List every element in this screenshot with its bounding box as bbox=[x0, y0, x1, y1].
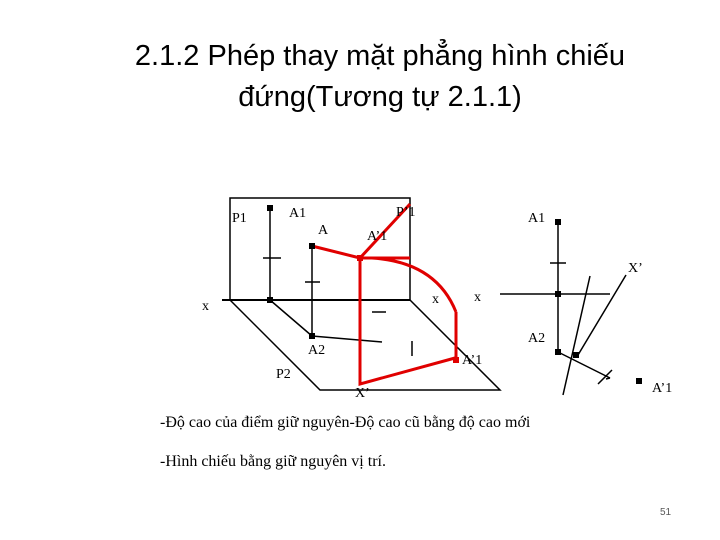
note-line-2: -Hình chiếu bằng giữ nguyên vị trí. bbox=[160, 453, 386, 470]
label-x-left: x bbox=[202, 299, 209, 314]
label-x-prime-upper: X’ bbox=[628, 261, 643, 276]
page-number: 51 bbox=[660, 507, 672, 518]
label-a2-left: A2 bbox=[308, 343, 326, 358]
label-a-prime1: A’1 bbox=[367, 229, 388, 244]
point-x-right bbox=[555, 291, 561, 297]
proj-line-a2 bbox=[312, 336, 382, 342]
left-figure-projections bbox=[263, 208, 412, 356]
point-a-prime1 bbox=[357, 255, 363, 261]
label-a1-right: A1 bbox=[528, 211, 546, 226]
label-x-prime-bottom: X’ bbox=[355, 386, 370, 401]
label-p2: P2 bbox=[276, 367, 291, 382]
note-line-1: -Độ cao của điểm giữ nguyên-Độ cao cũ bằng độ cao mới bbox=[160, 414, 531, 431]
point-a1-left bbox=[267, 205, 273, 211]
label-p-prime1: P’1 bbox=[396, 205, 416, 220]
new-axis-line bbox=[578, 275, 626, 355]
proj-line-a2-to-a-prime1 bbox=[558, 352, 610, 378]
label-a: A bbox=[318, 223, 329, 238]
point-x-left bbox=[267, 297, 273, 303]
tick-right-3 bbox=[606, 378, 610, 379]
title-line-2: đứng(Tương tự 2.1.1) bbox=[238, 81, 522, 113]
label-a2-right: A2 bbox=[528, 331, 546, 346]
right-epure-points bbox=[555, 219, 642, 384]
left-figure-points bbox=[267, 205, 459, 363]
point-a-prime1-right bbox=[636, 378, 642, 384]
red-line-a-to-a-prime bbox=[312, 246, 360, 258]
right-epure-lines bbox=[500, 222, 626, 395]
label-p1: P1 bbox=[232, 211, 247, 226]
proj-line-x-to-a2 bbox=[270, 300, 312, 336]
label-a1-left: A1 bbox=[289, 206, 307, 221]
title-line-1: 2.1.2 Phép thay mặt phẳng hình chiếu bbox=[134, 40, 626, 72]
point-a1-right bbox=[555, 219, 561, 225]
label-a-prime1-lower: A’1 bbox=[462, 353, 483, 368]
new-plane-p-prime1 bbox=[360, 258, 455, 384]
label-x-right: x bbox=[474, 290, 481, 305]
point-a bbox=[309, 243, 315, 249]
point-a-prime1-lower bbox=[453, 357, 459, 363]
plane-p2-outline bbox=[230, 300, 500, 390]
label-a-prime1-right: A’1 bbox=[652, 381, 673, 396]
point-x-prime-right bbox=[573, 352, 579, 358]
tick-right-2 bbox=[598, 370, 612, 384]
point-a2-right bbox=[555, 349, 561, 355]
label-x-middle: x bbox=[432, 292, 439, 307]
point-a2-left bbox=[309, 333, 315, 339]
